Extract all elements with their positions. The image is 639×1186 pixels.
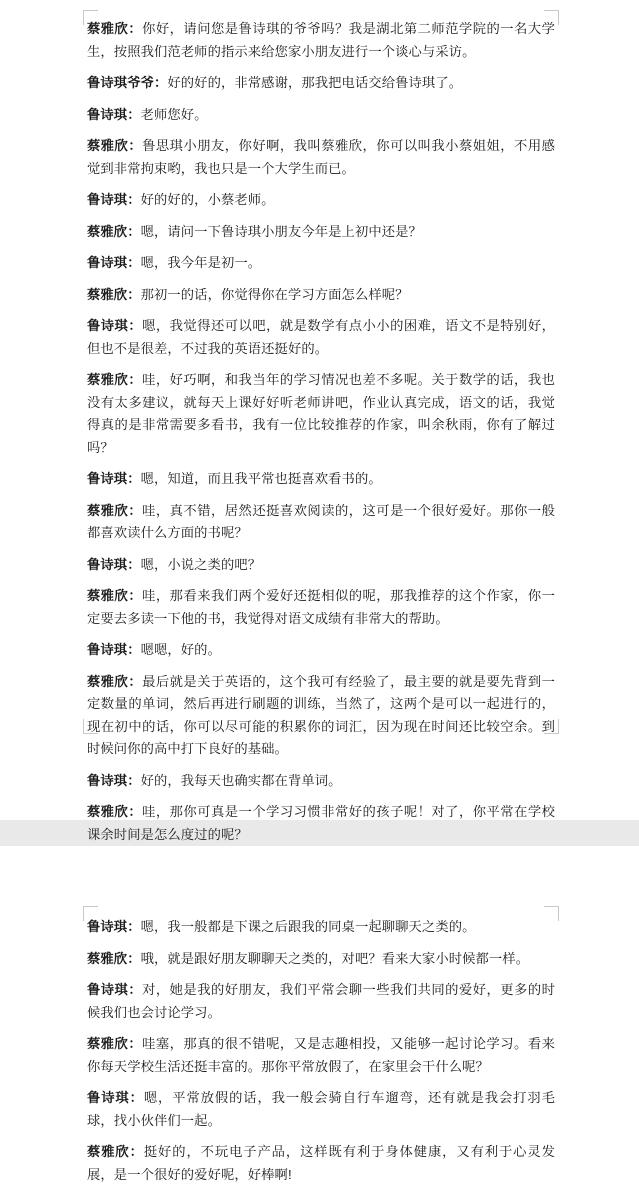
speaker-label: 鲁诗琪： [87,255,141,270]
dialogue-text: 哇，那你可真是一个学习习惯非常好的孩子呢！对了，你平常在学校课余时间是怎么度过的呢？ [87,804,555,842]
dialogue-paragraph [87,104,555,127]
dialogue-text: 最后就是关于英语的，这个我可有经验了，最主要的就是要先背到一定数量的单词，然后再进行刷题的训练，当然了，这两个是可以一起进行的，现在初中的话，你可以尽可能的积累你的词汇，因为现在时间还比较空余。到时候问你的高中打下良好的基础。 [87,673,555,756]
speaker-label: 蔡雅欣： [87,223,141,239]
dialogue-paragraph [87,252,555,275]
crop-mark-top-right [544,10,559,25]
speaker-label: 鲁诗琪： [87,471,141,486]
dialogue-paragraph [87,468,555,491]
dialogue-text: 哇塞，那真的很不错呢，又是志趣相投，又能够一起讨论学习。看来你每天学校生活还挺丰富的。那你平常放假了，在家里会干什么呢？ [87,1036,555,1074]
dialogue-text: 嗯，知道，而且我平常也挺喜欢看书的。 [140,471,382,486]
dialogue-text: 哇，那看来我们两个爱好还挺相似的呢，那我推荐的这个作家，你一定要去多读一下他的书，我觉得对语文成绩有非常大的帮助。 [87,588,555,626]
dialogue-paragraph [87,369,555,459]
speaker-label: 鲁诗琪： [87,318,143,333]
dialogue-text: 挺好的，不玩电子产品，这样既有利于身体健康，又有利于心灵发展，是一个很好的爱好呢，好棒啊! [87,1144,555,1182]
dialogue-paragraph [87,1141,555,1186]
dialogue-text: 嗯，平常放假的话，我一般会骑自行车遛弯，还有就是我会打羽毛球，找小伙伴们一起。 [87,1090,555,1128]
dialogue-paragraph [87,18,555,63]
crop-mark-top-right [544,906,559,921]
dialogue-paragraph [87,916,555,939]
dialogue-text: 嗯，我一般都是下课之后跟我的同桌一起聊聊天之类的。 [140,919,476,934]
crop-mark-bottom-left [83,719,98,734]
dialogue-paragraph [87,554,555,577]
document-page-2 [0,846,639,1186]
dialogue-text: 那初一的话，你觉得你在学习方面怎么样呢？ [140,286,409,302]
dialogue-text: 嗯，请问一下鲁诗琪小朋友今年是上初中还是？ [140,223,422,239]
speaker-label: 蔡雅欣： [87,286,141,302]
dialogue-text: 哦，就是跟好朋友聊聊天之类的，对吧？看来大家小时候都一样。 [140,950,530,966]
speaker-label: 鲁诗琪： [87,982,143,997]
dialogue-paragraph [87,500,555,545]
dialogue-text: 你好，请问您是鲁诗琪的爷爷吗？我是湖北第二师范学院的一名大学生，按照我们范老师的指示来给您家小朋友进行一个谈心与采访。 [87,21,555,59]
speaker-label: 蔡雅欣： [87,804,143,819]
dialogue-text: 鲁思琪小朋友，你好啊，我叫蔡雅欣，你可以叫我小蔡姐姐，不用感觉到非常拘束哟，我也只是一个大学生而已。 [87,138,555,176]
dialogue-text: 哇，好巧啊，和我当年的学习情况也差不多呢。关于数学的话，我也没有太多建议，就每天上课好好听老师讲吧，作业认真完成，语文的话，我觉得真的是非常需要多看书，我有一位比较推荐的作家，叫余秋雨，你有了解过吗？ [87,372,555,455]
dialogue-text: 嗯，小说之类的吧？ [140,556,262,572]
dialogue-paragraph [87,1033,555,1078]
speaker-label: 鲁诗琪： [87,192,141,207]
dialogue-text: 嗯嗯，好的。 [140,642,221,657]
dialogue-text: 老师您好。 [140,106,208,122]
dialogue-text: 好的，我每天也确实都在背单词。 [140,772,342,788]
dialogue-paragraph [87,770,555,793]
dialogue-paragraph [87,221,555,244]
speaker-label: 鲁诗琪： [87,642,141,657]
dialogue-paragraph [87,135,555,180]
speaker-label: 蔡雅欣： [87,950,141,966]
speaker-label: 蔡雅欣： [87,588,143,603]
dialogue-paragraph [87,284,555,307]
dialogue-text: 好的好的，小蔡老师。 [140,192,275,207]
speaker-label: 鲁诗琪： [87,106,141,122]
dialogue-paragraph [87,639,555,662]
dialogue-text: 哇，真不错，居然还挺喜欢阅读的，这可是一个很好爱好。那你一般都喜欢读什么方面的书呢？ [87,502,555,540]
speaker-label: 蔡雅欣： [87,372,143,387]
dialogue-paragraph [87,948,555,971]
speaker-label: 蔡雅欣： [87,1144,144,1159]
speaker-label: 蔡雅欣： [87,673,143,689]
speaker-label: 鲁诗琪： [87,556,141,572]
speaker-label: 鲁诗琪： [87,1090,144,1105]
dialogue-paragraph [87,1087,555,1132]
dialogue-paragraph [87,189,555,212]
crop-mark-bottom-right [544,719,559,734]
speaker-label: 蔡雅欣： [87,21,143,36]
crop-mark-top-left [83,10,98,25]
dialogue-text: 对，她是我的好朋友，我们平常会聊一些我们共同的爱好，更多的时候我们也会讨论学习。 [87,982,555,1020]
speaker-label: 蔡雅欣： [87,502,143,518]
dialogue-text: 嗯，我觉得还可以吧，就是数学有点小小的困难，语文不是特别好，但也不是很差，不过我的英语还挺好的。 [87,318,555,356]
speaker-label: 蔡雅欣： [87,1036,143,1051]
dialogue-paragraph [87,979,555,1024]
page-2-body [0,846,639,1186]
dialogue-paragraph [87,671,555,761]
dialogue-paragraph [87,72,555,95]
speaker-label: 蔡雅欣： [87,138,143,153]
dialogue-text: 嗯，我今年是初一。 [140,255,262,270]
speaker-label: 鲁诗琪： [87,772,141,788]
dialogue-paragraph [87,315,555,360]
dialogue-paragraph [87,801,555,846]
crop-mark-top-left [83,906,98,921]
dialogue-text: 好的好的，非常感谢，那我把电话交给鲁诗琪了。 [167,75,463,90]
speaker-label: 鲁诗琪爷爷： [87,75,168,90]
speaker-label: 鲁诗琪： [87,919,141,934]
dialogue-paragraph [87,585,555,630]
